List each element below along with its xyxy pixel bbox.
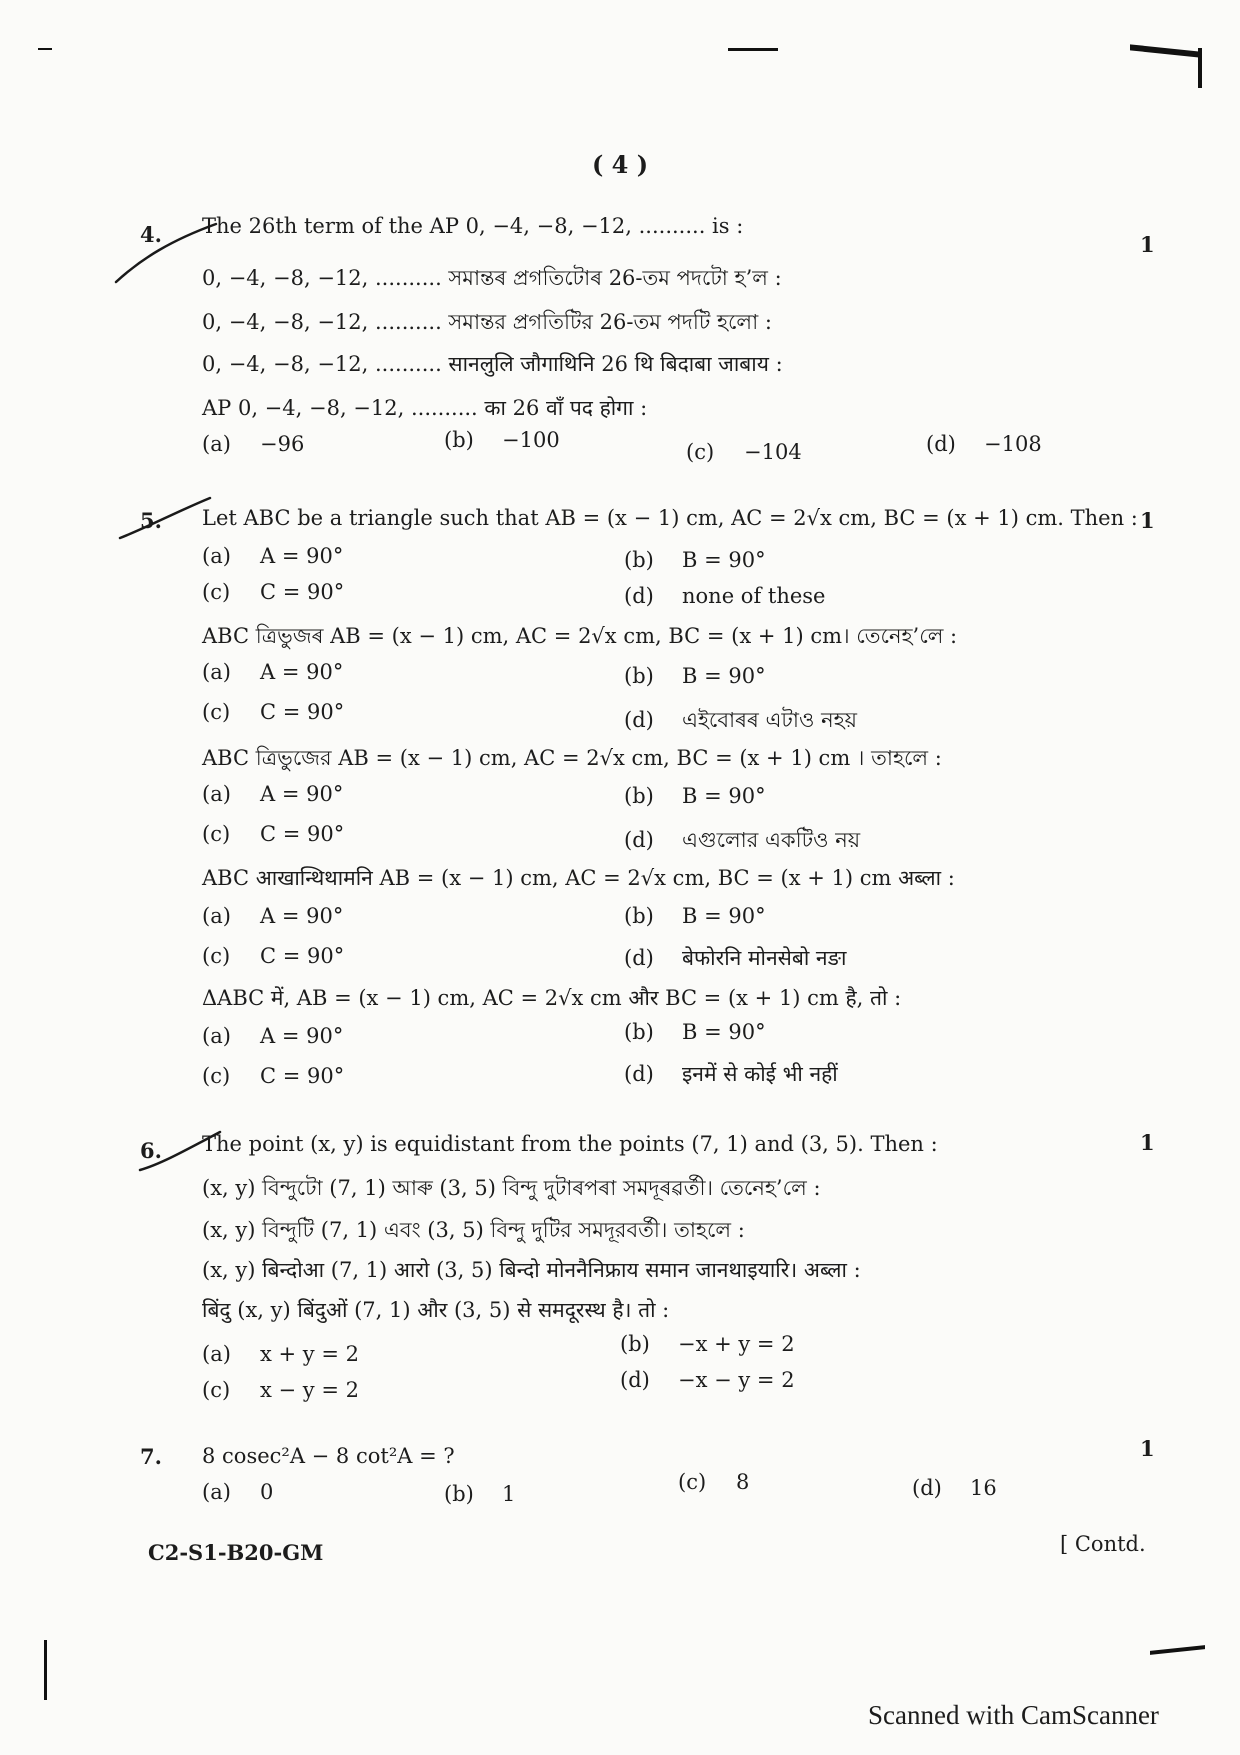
option-a: (a) A = 90°: [202, 1024, 344, 1048]
question-stem-bn: ABC ত্রিভুজের AB = (x − 1) cm, AC = 2√x cm, BC = (x + 1) cm । তাহলে :: [202, 746, 942, 770]
question-stem-brx: ABC आखान्थिथामनि AB = (x − 1) cm, AC = 2√x cm, BC = (x + 1) cm अब्ला :: [202, 866, 955, 890]
question-stem-en: The 26th term of the AP 0, −4, −8, −12, .......... is :: [202, 214, 744, 238]
scan-mark-left-edge: [44, 1640, 47, 1700]
option-d: (d) −108: [926, 432, 1042, 456]
scan-mark-right-edge: [1198, 48, 1202, 88]
scan-mark-top-left: [38, 48, 52, 50]
question-stem-as: ABC ত্ৰিভুজৰ AB = (x − 1) cm, AC = 2√x cm, BC = (x + 1) cm। তেনেহ’লে :: [202, 624, 958, 648]
option-c: (c) C = 90°: [202, 700, 345, 724]
question-stem-bn: (x, y) বিন্দুটি (7, 1) এবং (3, 5) বিন্দু দুটির সমদূরবর্তী। তাহলে :: [202, 1218, 745, 1242]
option-d: (d) এগুলোর একটিও নয়: [624, 828, 861, 852]
option-c: (c) C = 90°: [202, 580, 345, 604]
pen-tick-mark-q6: [136, 1128, 226, 1178]
pen-tick-mark-q4: [112, 218, 222, 288]
option-a: (a) 0: [202, 1480, 274, 1504]
question-stem-bn: 0, −4, −8, −12, .......... সমান্তর প্রগতিটির 26-তম পদটি হলো :: [202, 310, 772, 334]
option-c: (c) 8: [678, 1470, 750, 1494]
question-stem: 8 cosec²A − 8 cot²A = ?: [202, 1444, 455, 1468]
option-d: (d) none of these: [624, 584, 826, 608]
question-number: 7.: [140, 1444, 162, 1469]
option-b: (b) −x + y = 2: [620, 1332, 795, 1356]
question-stem-en: Let ABC be a triangle such that AB = (x − 1) cm, AC = 2√x cm, BC = (x + 1) cm. Then :: [202, 506, 1138, 530]
question-marks: 1: [1140, 508, 1155, 533]
option-b: (b) B = 90°: [624, 904, 766, 928]
page-number: ( 4 ): [591, 150, 649, 179]
option-b: (b) B = 90°: [624, 548, 766, 572]
question-number: 4.: [140, 222, 162, 247]
continued-label: [ Contd.: [1060, 1532, 1146, 1556]
question-number: 6.: [140, 1138, 162, 1163]
option-c: (c) x − y = 2: [202, 1378, 359, 1402]
scan-mark-bottom-right: [1150, 1645, 1205, 1655]
option-a: (a) A = 90°: [202, 904, 344, 928]
option-d: (d) −x − y = 2: [620, 1368, 795, 1392]
question-stem-hi: ΔABC में, AB = (x − 1) cm, AC = 2√x cm और BC = (x + 1) cm है, तो :: [202, 986, 902, 1010]
scanner-watermark: Scanned with CamScanner: [868, 1700, 1159, 1730]
question-number: 5.: [140, 508, 162, 533]
option-b: (b) 1: [444, 1482, 516, 1506]
question-marks: 1: [1140, 232, 1155, 257]
question-stem-hi: बिंदु (x, y) बिंदुओं (7, 1) और (3, 5) से समदूरस्थ है। तो :: [202, 1298, 670, 1322]
option-b: (b) B = 90°: [624, 784, 766, 808]
option-a: (a) −96: [202, 432, 305, 456]
option-d: (d) बेफोरनि मोनसेबो नङा: [624, 946, 847, 970]
option-b: (b) B = 90°: [624, 664, 766, 688]
option-a: (a) A = 90°: [202, 660, 344, 684]
question-stem-brx: (x, y) बिन्दोआ (7, 1) आरो (3, 5) बिन्दो मोननैनिफ्राय समान जानथाइयारि। अब्ला :: [202, 1258, 861, 1282]
option-c: (c) C = 90°: [202, 822, 345, 846]
scan-mark-top-right: [1130, 44, 1200, 57]
option-b: (b) B = 90°: [624, 1020, 766, 1044]
question-stem-en: The point (x, y) is equidistant from the points (7, 1) and (3, 5). Then :: [202, 1132, 938, 1156]
option-c: (c) C = 90°: [202, 944, 345, 968]
pen-tick-mark-q5: [116, 494, 216, 544]
question-marks: 1: [1140, 1130, 1155, 1155]
question-marks: 1: [1140, 1436, 1155, 1461]
option-c: (c) −104: [686, 440, 802, 464]
question-stem-hi: AP 0, −4, −8, −12, .......... का 26 वाँ पद होगा :: [202, 396, 648, 420]
scan-mark-top-center: [728, 48, 778, 51]
option-d: (d) इनमें से कोई भी नहीं: [624, 1062, 838, 1086]
option-b: (b) −100: [444, 428, 560, 452]
question-stem-brx: 0, −4, −8, −12, .......... सानलुलि जौगाथिनि 26 थि बिदाबा जाबाय :: [202, 352, 783, 376]
question-stem-as: 0, −4, −8, −12, .......... সমান্তৰ প্ৰগতিটোৰ 26-তম পদটো হ’ল :: [202, 266, 782, 290]
option-a: (a) A = 90°: [202, 544, 344, 568]
option-c: (c) C = 90°: [202, 1064, 345, 1088]
option-d: (d) এইবোৰৰ এটাও নহয়: [624, 708, 858, 732]
option-d: (d) 16: [912, 1476, 997, 1500]
question-stem-as: (x, y) বিন্দুটো (7, 1) আৰু (3, 5) বিন্দু দুটাৰপৰা সমদূৰৱৰ্তী। তেনেহ’লে :: [202, 1176, 821, 1200]
option-a: (a) A = 90°: [202, 782, 344, 806]
paper-code: C2-S1-B20-GM: [148, 1540, 324, 1565]
option-a: (a) x + y = 2: [202, 1342, 359, 1366]
